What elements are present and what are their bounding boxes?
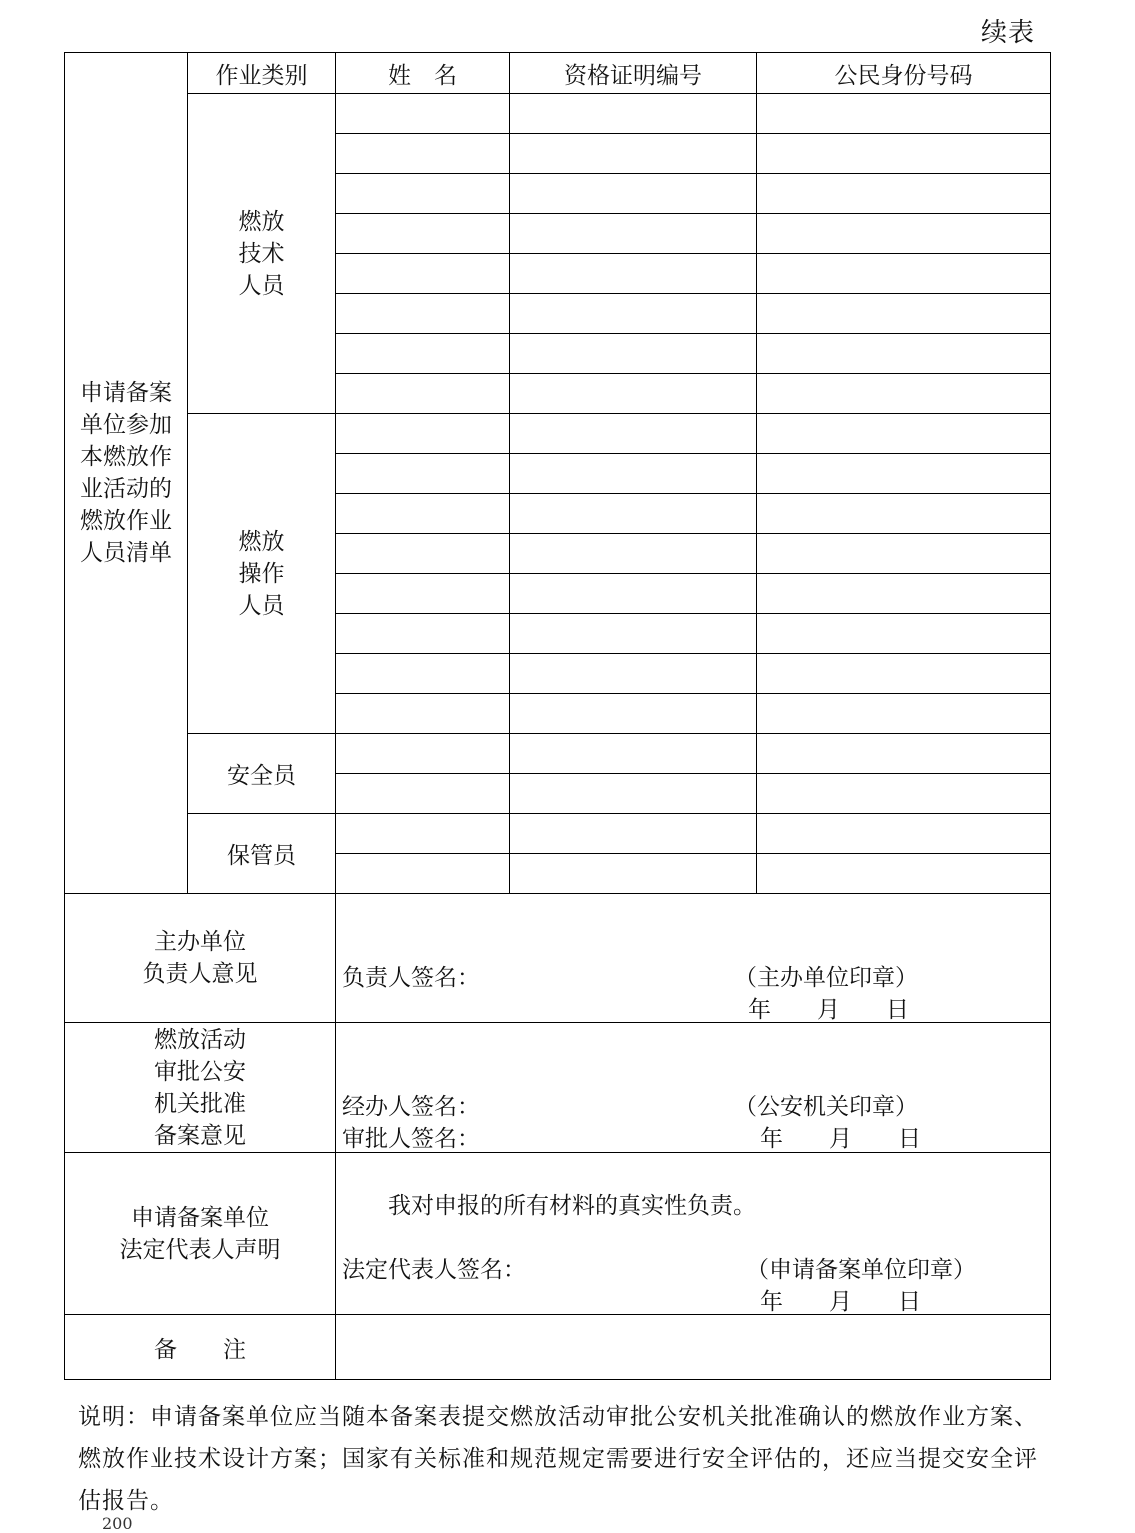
id-number-cell[interactable] [757, 534, 1051, 574]
header-id-number: 公民身份号码 [757, 53, 1051, 94]
continued-table-label: 续表 [980, 18, 1035, 48]
qualification-cell[interactable] [510, 334, 757, 374]
declaration-statement: 我对申报的所有材料的真实性负责。 [388, 1193, 756, 1219]
id-number-cell[interactable] [757, 134, 1051, 174]
declaration-field[interactable] [336, 1153, 1051, 1315]
id-number-cell[interactable] [757, 254, 1051, 294]
qualification-cell[interactable] [510, 254, 757, 294]
id-number-cell[interactable] [757, 374, 1051, 414]
qualification-cell[interactable] [510, 814, 757, 854]
qualification-cell[interactable] [510, 654, 757, 694]
id-number-cell[interactable] [757, 694, 1051, 734]
legal-rep-signature-label: 法定代表人签名： [342, 1257, 526, 1283]
remarks-label: 备 注 [65, 1315, 336, 1380]
id-number-cell[interactable] [757, 334, 1051, 374]
police-approval-field[interactable] [336, 1023, 1051, 1153]
qualification-cell[interactable] [510, 854, 757, 894]
id-number-cell[interactable] [757, 814, 1051, 854]
name-cell[interactable] [336, 654, 510, 694]
filing-form-table [64, 52, 1051, 1380]
qualification-cell[interactable] [510, 414, 757, 454]
header-name: 姓 名 [336, 53, 510, 94]
explanatory-note: 说明：申请备案单位应当随本备案表提交燃放活动审批公安机关批准确认的燃放作业方案、燃放作业技术设计方案；国家有关标准和规范规定需要进行安全评估的，还应当提交安全评估报告。 [78, 1404, 1038, 1514]
organizer-opinion-field[interactable] [336, 894, 1051, 1023]
id-number-cell[interactable] [757, 214, 1051, 254]
qualification-cell[interactable] [510, 574, 757, 614]
qualification-cell[interactable] [510, 534, 757, 574]
police-approval-label: 燃放活动 审批公安 机关批准 备案意见 [65, 1023, 336, 1153]
organizer-date: 年 月 日 [748, 997, 909, 1023]
name-cell[interactable] [336, 734, 510, 774]
id-number-cell[interactable] [757, 94, 1051, 134]
id-number-cell[interactable] [757, 734, 1051, 774]
organizer-signature-label: 负责人签名： [342, 965, 480, 991]
qualification-cell[interactable] [510, 374, 757, 414]
name-cell[interactable] [336, 534, 510, 574]
name-cell[interactable] [336, 414, 510, 454]
header-qualification-number: 资格证明编号 [510, 53, 757, 94]
applicant-seal-label: （申请备案单位印章） [746, 1257, 976, 1283]
remarks-row [65, 1315, 1051, 1380]
remarks-field[interactable] [336, 1315, 1051, 1380]
name-cell[interactable] [336, 254, 510, 294]
qualification-cell[interactable] [510, 774, 757, 814]
id-number-cell[interactable] [757, 614, 1051, 654]
category-custodian: 保管员 [188, 814, 336, 894]
page-number: 200 [102, 1514, 133, 1533]
declaration-date: 年 月 日 [760, 1289, 921, 1315]
declaration-row [65, 1153, 1051, 1315]
name-cell[interactable] [336, 494, 510, 534]
table-header-row [65, 53, 1051, 94]
id-number-cell[interactable] [757, 654, 1051, 694]
police-approval-row [65, 1023, 1051, 1153]
category-operator-personnel: 燃放 操作 人员 [188, 414, 336, 734]
qualification-cell[interactable] [510, 494, 757, 534]
handler-signature-label: 经办人签名： [342, 1094, 480, 1120]
id-number-cell[interactable] [757, 494, 1051, 534]
id-number-cell[interactable] [757, 174, 1051, 214]
table-row [65, 414, 1051, 454]
qualification-cell[interactable] [510, 134, 757, 174]
organizer-opinion-label: 主办单位 负责人意见 [65, 894, 336, 1023]
name-cell[interactable] [336, 214, 510, 254]
approver-signature-label: 审批人签名： [342, 1126, 480, 1152]
police-date: 年 月 日 [760, 1126, 921, 1152]
police-seal-label: （公安机关印章） [734, 1094, 918, 1120]
name-cell[interactable] [336, 574, 510, 614]
name-cell[interactable] [336, 374, 510, 414]
qualification-cell[interactable] [510, 694, 757, 734]
name-cell[interactable] [336, 334, 510, 374]
category-technical-personnel: 燃放 技术 人员 [188, 94, 336, 414]
organizer-opinion-row [65, 894, 1051, 1023]
qualification-cell[interactable] [510, 94, 757, 134]
id-number-cell[interactable] [757, 454, 1051, 494]
id-number-cell[interactable] [757, 574, 1051, 614]
personnel-list-label: 申请备案 单位参加 本燃放作 业活动的 燃放作业 人员清单 [65, 53, 188, 894]
header-work-category: 作业类别 [188, 53, 336, 94]
table-row [65, 94, 1051, 134]
id-number-cell[interactable] [757, 774, 1051, 814]
organizer-seal-label: （主办单位印章） [734, 965, 918, 991]
id-number-cell[interactable] [757, 414, 1051, 454]
qualification-cell[interactable] [510, 734, 757, 774]
name-cell[interactable] [336, 174, 510, 214]
name-cell[interactable] [336, 94, 510, 134]
declaration-label: 申请备案单位 法定代表人声明 [65, 1153, 336, 1315]
name-cell[interactable] [336, 774, 510, 814]
id-number-cell[interactable] [757, 294, 1051, 334]
name-cell[interactable] [336, 294, 510, 334]
name-cell[interactable] [336, 694, 510, 734]
table-row [65, 734, 1051, 774]
qualification-cell[interactable] [510, 174, 757, 214]
qualification-cell[interactable] [510, 214, 757, 254]
table-row [65, 814, 1051, 854]
qualification-cell[interactable] [510, 294, 757, 334]
id-number-cell[interactable] [757, 854, 1051, 894]
name-cell[interactable] [336, 134, 510, 174]
category-safety-officer: 安全员 [188, 734, 336, 814]
name-cell[interactable] [336, 454, 510, 494]
qualification-cell[interactable] [510, 614, 757, 654]
name-cell[interactable] [336, 814, 510, 854]
name-cell[interactable] [336, 614, 510, 654]
qualification-cell[interactable] [510, 454, 757, 494]
name-cell[interactable] [336, 854, 510, 894]
